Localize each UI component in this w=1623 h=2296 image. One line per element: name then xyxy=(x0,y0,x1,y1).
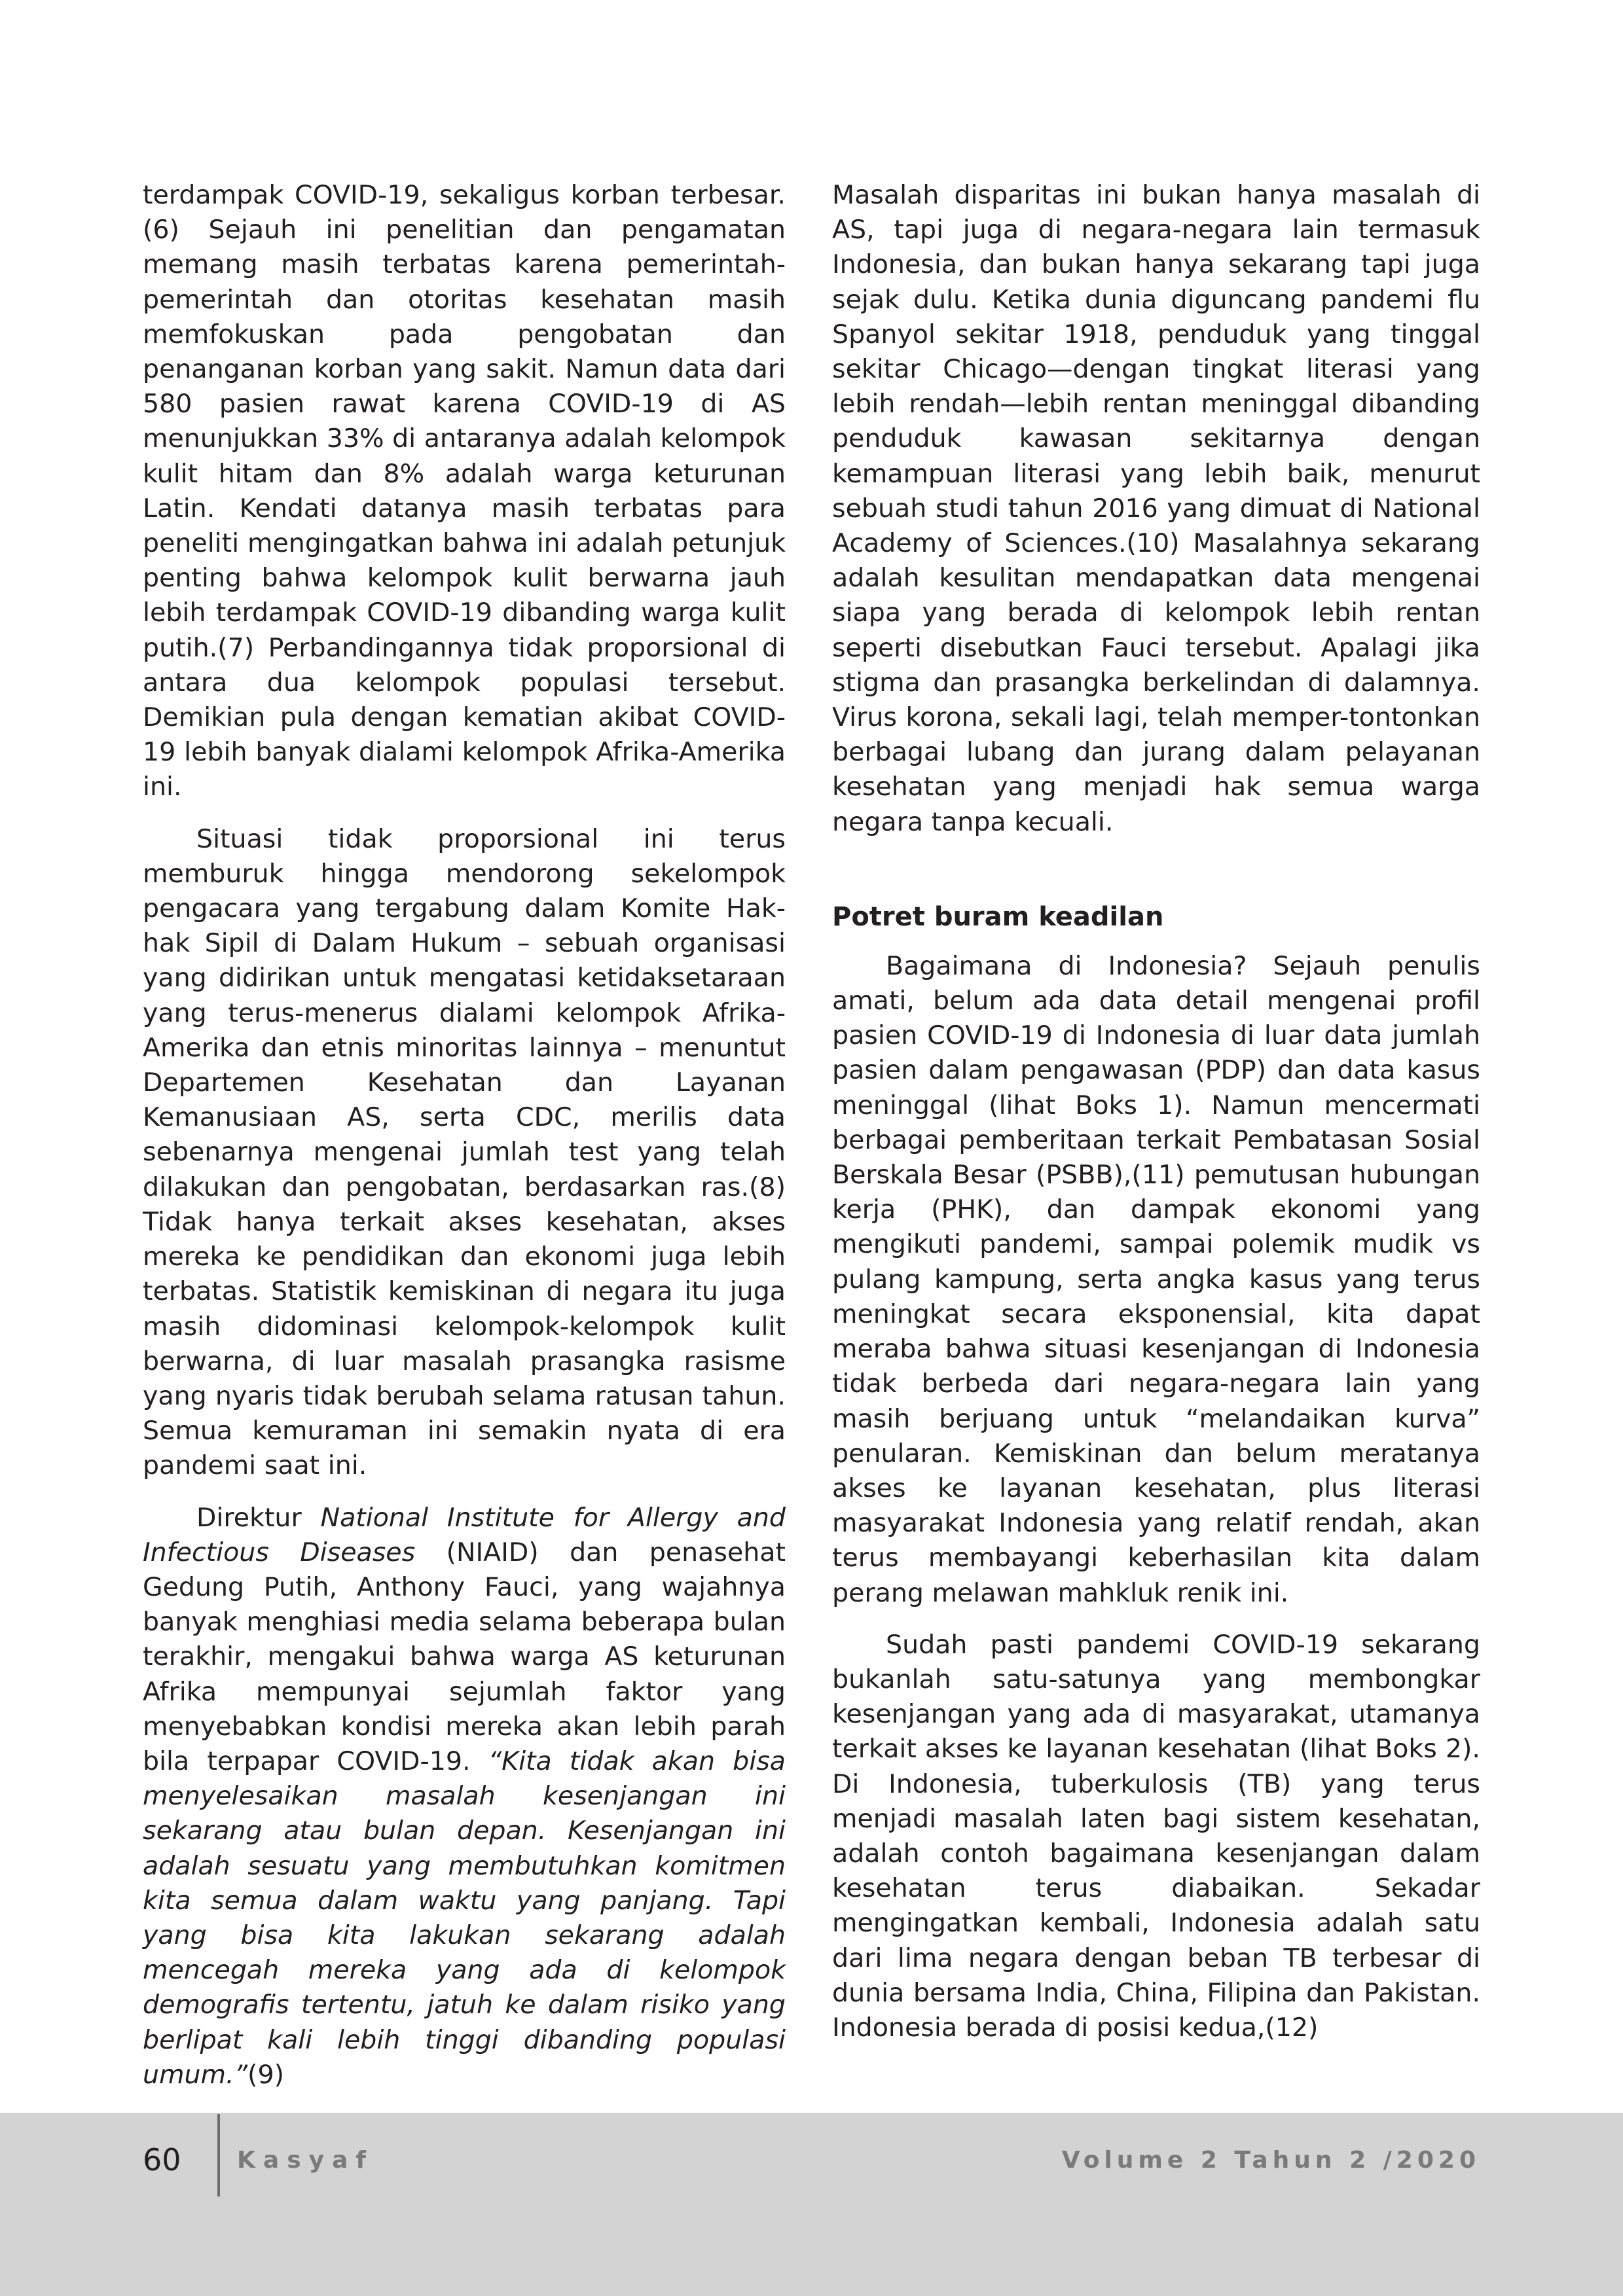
text-run: (NIAID) dan penasehat Gedung Putih, Anthony Fauci, yang wajahnya banyak menghiasi media selama beberapa bulan terakhir, mengakui bahwa warga AS keturunan Afrika mempunyai sejumlah faktor yang menyebabkan kondisi mereka akan lebih parah bila terpapar COVID-19. xyxy=(143,1537,786,1776)
quote: “Kita tidak akan bisa menyelesaikan masalah kesenjangan ini sekarang atau bulan depan. Kesenjangan ini adalah sesuatu yang membutuhkan komitmen kita semua dalam waktu yang panjang. Tapi yang bisa kita lakukan sekarang adalah mencegah mereka yang ada di kelompok demografis tertentu, jatuh ke dalam risiko yang berlipat kali lebih tinggi dibanding populasi umum.” xyxy=(143,1746,786,2090)
footer-divider xyxy=(217,2114,220,2197)
paragraph: terdampak COVID-19, sekaligus korban terbesar.(6) Sejauh ini penelitian dan pengamatan memang masih terbatas karena pemerintah-pemerintah dan otoritas kesehatan masih memfokuskan pada pengobatan dan penanganan korban yang sakit. Namun data dari 580 pasien rawat karena COVID-19 di AS menunjukkan 33% di antaranya adalah kelompok kulit hitam dan 8% adalah warga keturunan Latin. Kendati datanya masih terbatas para peneliti mengingatkan bahwa ini adalah petunjuk penting bahwa kelompok kulit berwarna jauh lebih terdampak COVID-19 dibanding warga kulit putih.(7) Perbandingannya tidak proporsional di antara dua kelompok populasi tersebut. Demikian pula dengan kematian akibat COVID-19 lebih banyak dialami kelompok Afrika-Amerika ini. xyxy=(143,180,786,802)
journal-name: Kasyaf xyxy=(237,2147,374,2174)
paragraph: Sudah pasti pandemi COVID-19 sekarang bukanlah satu-satunya yang membongkar kesenjangan yang ada di masyarakat, utamanya terkait akses ke layanan kesehatan (lihat Boks 2). Di Indonesia, tuberkulosis (TB) yang terus menjadi masalah laten bagi sistem kesehatan, adalah contoh bagaimana kesenjangan dalam kesehatan terus diabaikan. Sekadar mengingatkan kembali, Indonesia adalah satu dari lima negara dengan beban TB terbesar di dunia bersama India, China, Filipina dan Pakistan. Indonesia berada di posisi kedua,(12) xyxy=(832,1629,1480,2043)
left-column xyxy=(143,178,786,2092)
institution-name: National Institute for Allergy and Infectious Diseases xyxy=(143,1502,786,1568)
paragraph xyxy=(143,1501,786,2092)
volume-info: Volume 2 Tahun 2 /2020 xyxy=(1061,2147,1480,2174)
right-column xyxy=(832,178,1480,2045)
citation: (9) xyxy=(247,2059,284,2090)
page-number: 60 xyxy=(143,2142,181,2178)
paragraph: Bagaimana di Indonesia? Sejauh penulis amati, belum ada data detail mengenai profil pasien COVID-19 di Indonesia di luar data jumlah pasien dalam pengawasan (PDP) dan data kasus meninggal (lihat Boks 1). Namun mencermati berbagai pemberitaan terkait Pembatasan Sosial Berskala Besar (PSBB),(11) pemutusan hubungan kerja (PHK), dan dampak ekonomi yang mengikuti pandemi, sampai polemik mudik vs pulang kampung, serta angka kasus yang terus meningkat secara eksponensial, kita dapat meraba bahwa situasi kesenjangan di Indonesia tidak berbeda dari negara-negara lain yang masih berjuang untuk “melandaikan kurva” penularan. Kemiskinan dan belum meratanya akses ke layanan kesehatan, plus literasi masyarakat Indonesia yang relatif rendah, akan terus membayangi keberhasilan kita dalam perang melawan mahkluk renik ini. xyxy=(832,950,1480,1608)
section-heading: Potret buram keadilan xyxy=(832,901,1164,932)
footer-band xyxy=(0,2113,1623,2296)
paragraph: Situasi tidak proporsional ini terus memburuk hingga mendorong sekelompok pengacara yang tergabung dalam Komite Hak-hak Sipil di Dalam Hukum – sebuah organisasi yang didirikan untuk mengatasi ketidaksetaraan yang terus-menerus dialami kelompok Afrika-Amerika dan etnis minoritas lainnya – menuntut Departemen Kesehatan dan Layanan Kemanusiaan AS, serta CDC, merilis data sebenarnya mengenai jumlah test yang telah dilakukan dan pengobatan, berdasarkan ras.(8) Tidak hanya terkait akses kesehatan, akses mereka ke pendidikan dan ekonomi juga lebih terbatas. Statistik kemiskinan di negara itu juga masih didominasi kelompok-kelompok kulit berwarna, di luar masalah prasangka rasisme yang nyaris tidak berubah selama ratusan tahun. Semua kemuraman ini semakin nyata di era pandemi saat ini. xyxy=(143,823,786,1481)
text-run: Direktur xyxy=(196,1502,321,1533)
paragraph: Masalah disparitas ini bukan hanya masalah di AS, tapi juga di negara-negara lain termasuk Indonesia, dan bukan hanya sekarang tapi juga sejak dulu. Ketika dunia diguncang pandemi flu Spanyol sekitar 1918, penduduk yang tinggal sekitar Chicago—dengan tingkat literasi yang lebih rendah—lebih rentan meninggal dibanding penduduk kawasan sekitarnya dengan kemampuan literasi yang lebih baik, menurut sebuah studi tahun 2016 yang dimuat di National Academy of Sciences.(10) Masalahnya sekarang adalah kesulitan mendapatkan data mengenai siapa yang berada di kelompok lebih rentan seperti disebutkan Fauci tersebut. Apalagi jika stigma dan prasangka berkelindan di dalamnya. Virus korona, sekali lagi, telah memper-tontonkan berbagai lubang dan jurang dalam pelayanan kesehatan yang menjadi hak semua warga negara tanpa kecuali. xyxy=(832,180,1480,837)
